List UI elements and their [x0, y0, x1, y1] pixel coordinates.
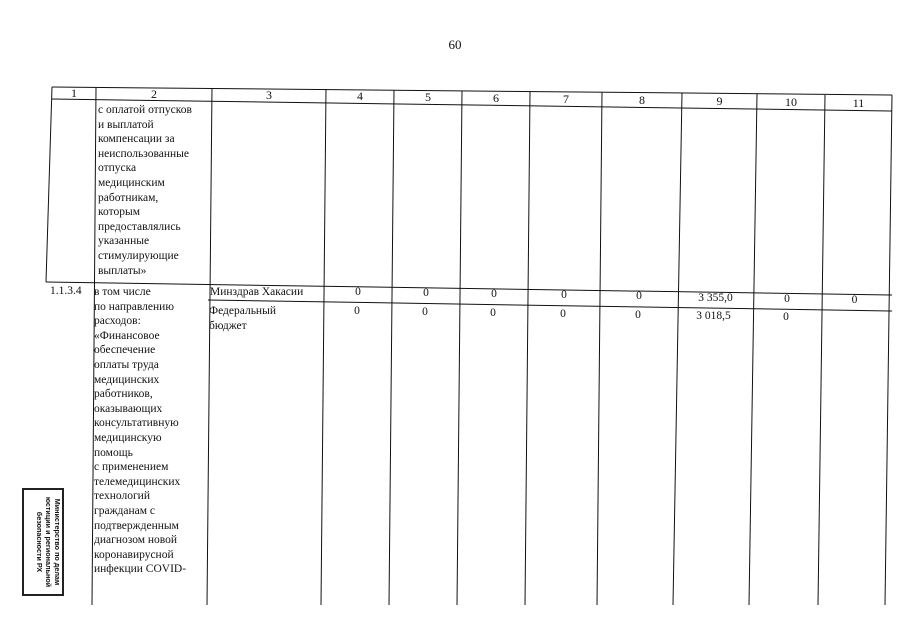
page-number: 60 — [448, 37, 462, 52]
subrow-1-col-5: 0 — [423, 287, 429, 299]
subrow-1-col-10: 0 — [784, 293, 790, 305]
vline-0 — [46, 87, 52, 282]
text-line: работникам, — [98, 191, 159, 204]
vline-4 — [389, 90, 394, 605]
vline-2 — [207, 88, 212, 605]
text-line: работников, — [94, 388, 153, 401]
header-col-4: 4 — [357, 89, 363, 103]
text-line: оплаты труда — [94, 358, 159, 371]
text-line: коронавирусной — [94, 548, 174, 561]
header-col-3: 3 — [266, 88, 272, 102]
header-col-11: 11 — [852, 96, 865, 110]
header-col-2: 2 — [151, 87, 157, 101]
stamp-line: юстиции и региональной — [44, 496, 53, 588]
text-line: диагнозом новой — [94, 534, 178, 547]
vline-8 — [673, 93, 682, 605]
text-line: предоставлялись — [98, 220, 181, 233]
text-line: инфекции COVID- — [94, 563, 187, 576]
subrow-2-col-6: 0 — [490, 307, 496, 319]
subrow-2-col-10: 0 — [783, 311, 789, 323]
header-col-10: 10 — [785, 95, 797, 109]
header-col-5: 5 — [425, 90, 431, 104]
text-line: с применением — [94, 461, 169, 474]
text-line: медицинским — [98, 176, 165, 189]
row-1134-description — [94, 285, 186, 577]
subrow-1-col-7: 0 — [561, 289, 567, 301]
subrow-2-col-5: 0 — [422, 306, 428, 318]
text-line: стимулирующие — [98, 249, 179, 262]
text-line: телемедицинских — [94, 475, 181, 488]
continued-row-description — [98, 103, 192, 278]
text-line: гражданам с — [94, 504, 155, 517]
subrow-1-col-9: 3 355,0 — [698, 292, 733, 304]
text-line: компенсации за — [98, 133, 175, 146]
header-col-6: 6 — [493, 91, 499, 105]
text-line: которым — [98, 206, 140, 219]
subrow-2-col-4: 0 — [354, 305, 360, 317]
text-line: и выплатой — [98, 118, 154, 131]
vline-6 — [525, 92, 530, 605]
text-line: расходов: — [94, 315, 141, 328]
stamp-line: безопасности РХ — [35, 511, 44, 573]
stamp-line: Министерство по делам — [53, 498, 62, 586]
text-line: Минздрав Хакасии — [210, 286, 304, 298]
vline-9 — [749, 94, 757, 605]
text-line: подтвержденным — [94, 519, 179, 532]
text-line: технологий — [94, 490, 150, 503]
text-line: неиспользованные — [98, 147, 190, 160]
text-line: по направлению — [94, 300, 174, 313]
subrow-2-col-9: 3 018,5 — [696, 310, 731, 322]
header-col-7: 7 — [563, 92, 569, 106]
subrow-1-source — [210, 285, 303, 300]
text-line: оказывающих — [94, 402, 163, 415]
subrow-2-source — [209, 304, 276, 333]
text-line: отпуска — [98, 162, 137, 175]
text-line: медицинских — [94, 373, 160, 386]
text-line: помощь — [94, 446, 133, 459]
stamp-text — [24, 490, 62, 594]
text-line: медицинскую — [94, 431, 162, 444]
subrow-1-col-4: 0 — [355, 286, 361, 298]
subrow-2-col-7: 0 — [560, 308, 566, 320]
vline-3 — [321, 89, 326, 605]
text-line: указанные — [98, 235, 150, 248]
text-line: обеспечение — [94, 344, 156, 357]
row-code: 1.1.3.4 — [50, 285, 82, 297]
subrow-1-col-6: 0 — [491, 288, 497, 300]
subrow-1-col-11: 0 — [851, 294, 858, 306]
subrow-2-col-8: 0 — [635, 309, 641, 321]
text-line: с оплатой отпусков — [98, 104, 192, 116]
subrow-1-col-8: 0 — [636, 290, 642, 302]
header-col-8: 8 — [639, 93, 645, 107]
text-line: выплаты» — [98, 264, 147, 277]
vline-11 — [885, 95, 892, 605]
text-line: бюджет — [209, 319, 247, 332]
text-line: Федеральный — [209, 305, 276, 317]
text-line: консультативную — [94, 417, 179, 430]
header-col-9: 9 — [716, 94, 723, 108]
vline-7 — [597, 92, 602, 605]
text-line: «Финансовое — [94, 329, 160, 342]
vline-5 — [457, 91, 462, 605]
vline-10 — [818, 95, 825, 605]
ministry-stamp — [22, 488, 64, 596]
header-col-1: 1 — [71, 86, 77, 100]
text-line: в том числе — [94, 286, 151, 298]
